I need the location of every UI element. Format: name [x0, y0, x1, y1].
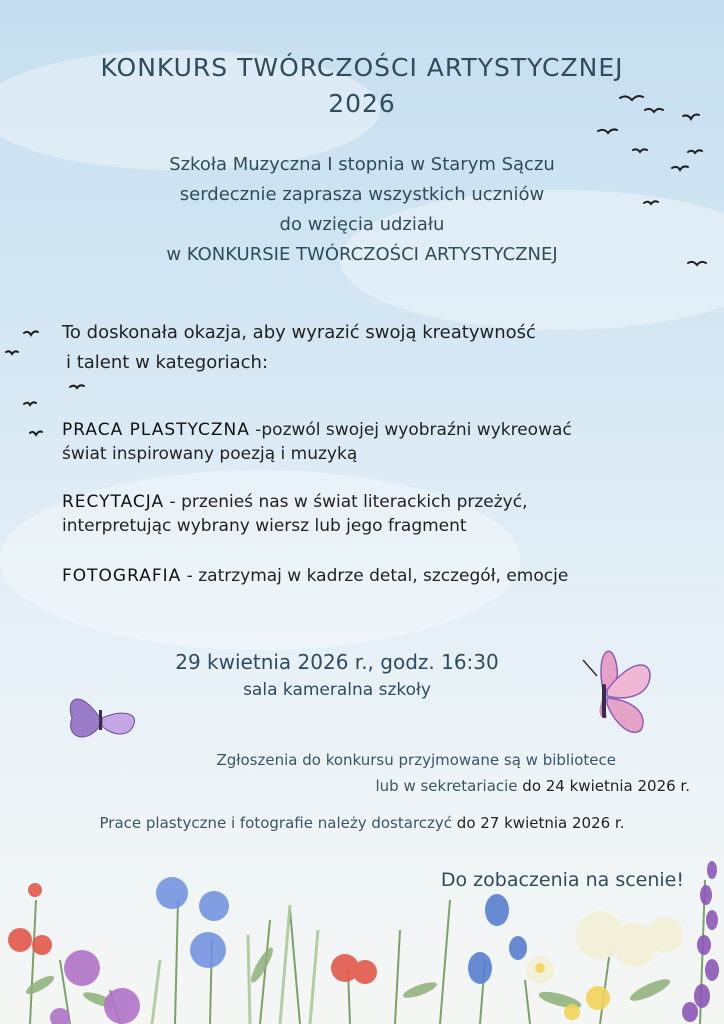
notice-line: lub w sekretariacie	[375, 777, 523, 795]
notice-deadline: do 24 kwietnia 2026 r.	[522, 777, 690, 795]
category-recitation	[62, 490, 712, 538]
intro-line: do wzięcia udziału	[279, 214, 445, 235]
lead-line: To doskonała okazja, aby wyrazić swoją kreatywność	[62, 322, 536, 343]
category-photography	[62, 564, 712, 588]
category-painting	[62, 418, 712, 466]
category-name: PRACA PLASTYCZNA	[62, 420, 250, 440]
category-name: FOTOGRAFIA	[62, 566, 182, 586]
category-desc: - przenieś nas w świat literackich przeżyć,	[164, 492, 528, 512]
event-place: sala kameralna szkoły	[243, 680, 431, 700]
title-year: 2026	[328, 89, 396, 118]
category-desc: świat inspirowany poezją i muzyką	[62, 444, 358, 464]
event-info	[0, 647, 674, 703]
lead-text	[62, 318, 702, 378]
intro-line: Szkoła Muzyczna I stopnia w Starym Sączu	[169, 154, 555, 175]
intro-line: serdecznie zaprasza wszystkich uczniów	[179, 184, 545, 205]
farewell-text: Do zobaczenia na scenie!	[440, 869, 684, 891]
poster-title	[0, 50, 724, 122]
category-desc: - zatrzymaj w kadrze detal, szczegół, emocje	[181, 566, 569, 586]
deliver-deadline: do 27 kwietnia 2026 r.	[456, 814, 625, 832]
registration-notice	[0, 747, 690, 799]
event-date: 29 kwietnia 2026 r., godz. 16:30	[175, 650, 499, 674]
category-desc: interpretując wybrany wiersz lub jego fragment	[62, 516, 467, 536]
title-line: KONKURS TWÓRCZOŚCI ARTYSTYCZNEJ	[100, 53, 624, 82]
butterfly-small-icon	[70, 699, 134, 737]
intro-line: w KONKURSIE TWÓRCZOŚCI ARTYSTYCZNEJ	[166, 244, 558, 265]
category-desc: -pozwól swojej wyobraźni wykreować	[249, 420, 572, 440]
notice-line: Zgłoszenia do konkursu przyjmowane są w bibliotece	[216, 751, 616, 769]
deliver-text: Prace plastyczne i fotografie należy dostarczyć	[99, 814, 457, 832]
category-name: RECYTACJA	[62, 492, 165, 512]
intro-block	[0, 150, 724, 270]
lead-line: i talent w kategoriach:	[66, 352, 269, 373]
delivery-notice	[0, 810, 724, 836]
